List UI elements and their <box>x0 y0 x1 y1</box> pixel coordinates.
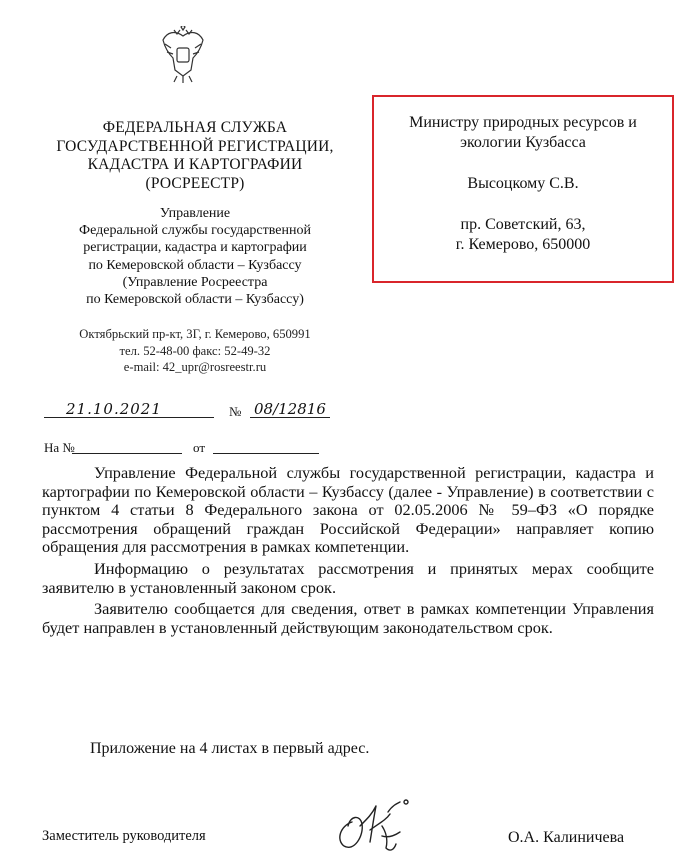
registration-number: 08/12816 <box>254 400 326 418</box>
agency-line: ФЕДЕРАЛЬНАЯ СЛУЖБА <box>102 119 288 136</box>
addressee-box <box>372 95 674 283</box>
reference-number-line <box>72 453 182 454</box>
phone-fax-text: тел. 52-48-00 факс: 52-49-32 <box>119 343 271 358</box>
reference-from-line <box>213 453 319 454</box>
number-label: № <box>229 404 242 419</box>
reference-number-label: На № <box>44 440 75 455</box>
department-name <box>30 205 360 308</box>
contacts-block <box>30 326 360 376</box>
department-line: по Кемеровской области – Кузбассу) <box>86 292 304 308</box>
coat-of-arms-emblem <box>157 26 209 84</box>
address-text: Октябрьский пр-кт, 3Г, г. Кемерово, 650991 <box>79 327 311 341</box>
body-paragraph: Информацию о результатах рассмотрения и принятых мерах сообщите заявителю в установленный законом срок. <box>42 558 654 597</box>
date-underline <box>44 417 214 418</box>
number-underline <box>250 417 330 418</box>
signer-name: О.А. Калиничева <box>508 829 625 846</box>
recipient-line: экологии Кузбасса <box>460 134 586 151</box>
department-line: по Кемеровской области – Кузбассу <box>88 257 302 273</box>
agency-line: КАДАСТРА И КАРТОГРАФИИ <box>87 156 303 173</box>
department-line: регистрации, кадастра и картографии <box>83 240 307 256</box>
department-line: Федеральной службы государственной <box>79 223 311 239</box>
signer-position: Заместитель руководителя <box>42 828 206 844</box>
department-line: (Управление Росреестра <box>122 274 268 290</box>
registration-date: 21.10.2021 <box>66 400 162 418</box>
recipient-address-line: пр. Советский, 63, <box>460 216 586 233</box>
handwritten-signature <box>330 796 430 860</box>
attachment-note: Приложение на 4 листах в первый адрес. <box>90 740 370 757</box>
agency-name <box>30 119 360 193</box>
agency-line: ГОСУДАРСТВЕННОЙ РЕГИСТРАЦИИ, <box>56 137 334 155</box>
department-line: Управление <box>159 206 231 221</box>
body-paragraph: Заявителю сообщается для сведения, ответ в рамках компетенции Управления будет направлен в установленный действующим законодательством срок. <box>42 599 654 637</box>
agency-line: (РОСРЕЕСТР) <box>145 174 245 192</box>
recipient-name: Высоцкому С.В. <box>467 175 579 192</box>
body-paragraph: Управление Федеральной службы государственной регистрации, кадастра и картографии по Кемеровской области – Кузбассу (далее - Управление) в соответствии с пунктом 4 статьи 8 Федерального закона от 02.05.2006 № 59–ФЗ «О порядке рассмотрения обращений граждан Российской Федерации» направляет копию обращения для рассмотрения в рамках компетенции. <box>42 463 654 557</box>
reference-from-label: от <box>193 440 206 455</box>
letter-body <box>42 464 654 637</box>
email-text: e-mail: 42_upr@rosreestr.ru <box>123 360 267 374</box>
recipient-address-line: г. Кемерово, 650000 <box>455 236 591 253</box>
recipient-line: Министру природных ресурсов и <box>409 114 637 131</box>
